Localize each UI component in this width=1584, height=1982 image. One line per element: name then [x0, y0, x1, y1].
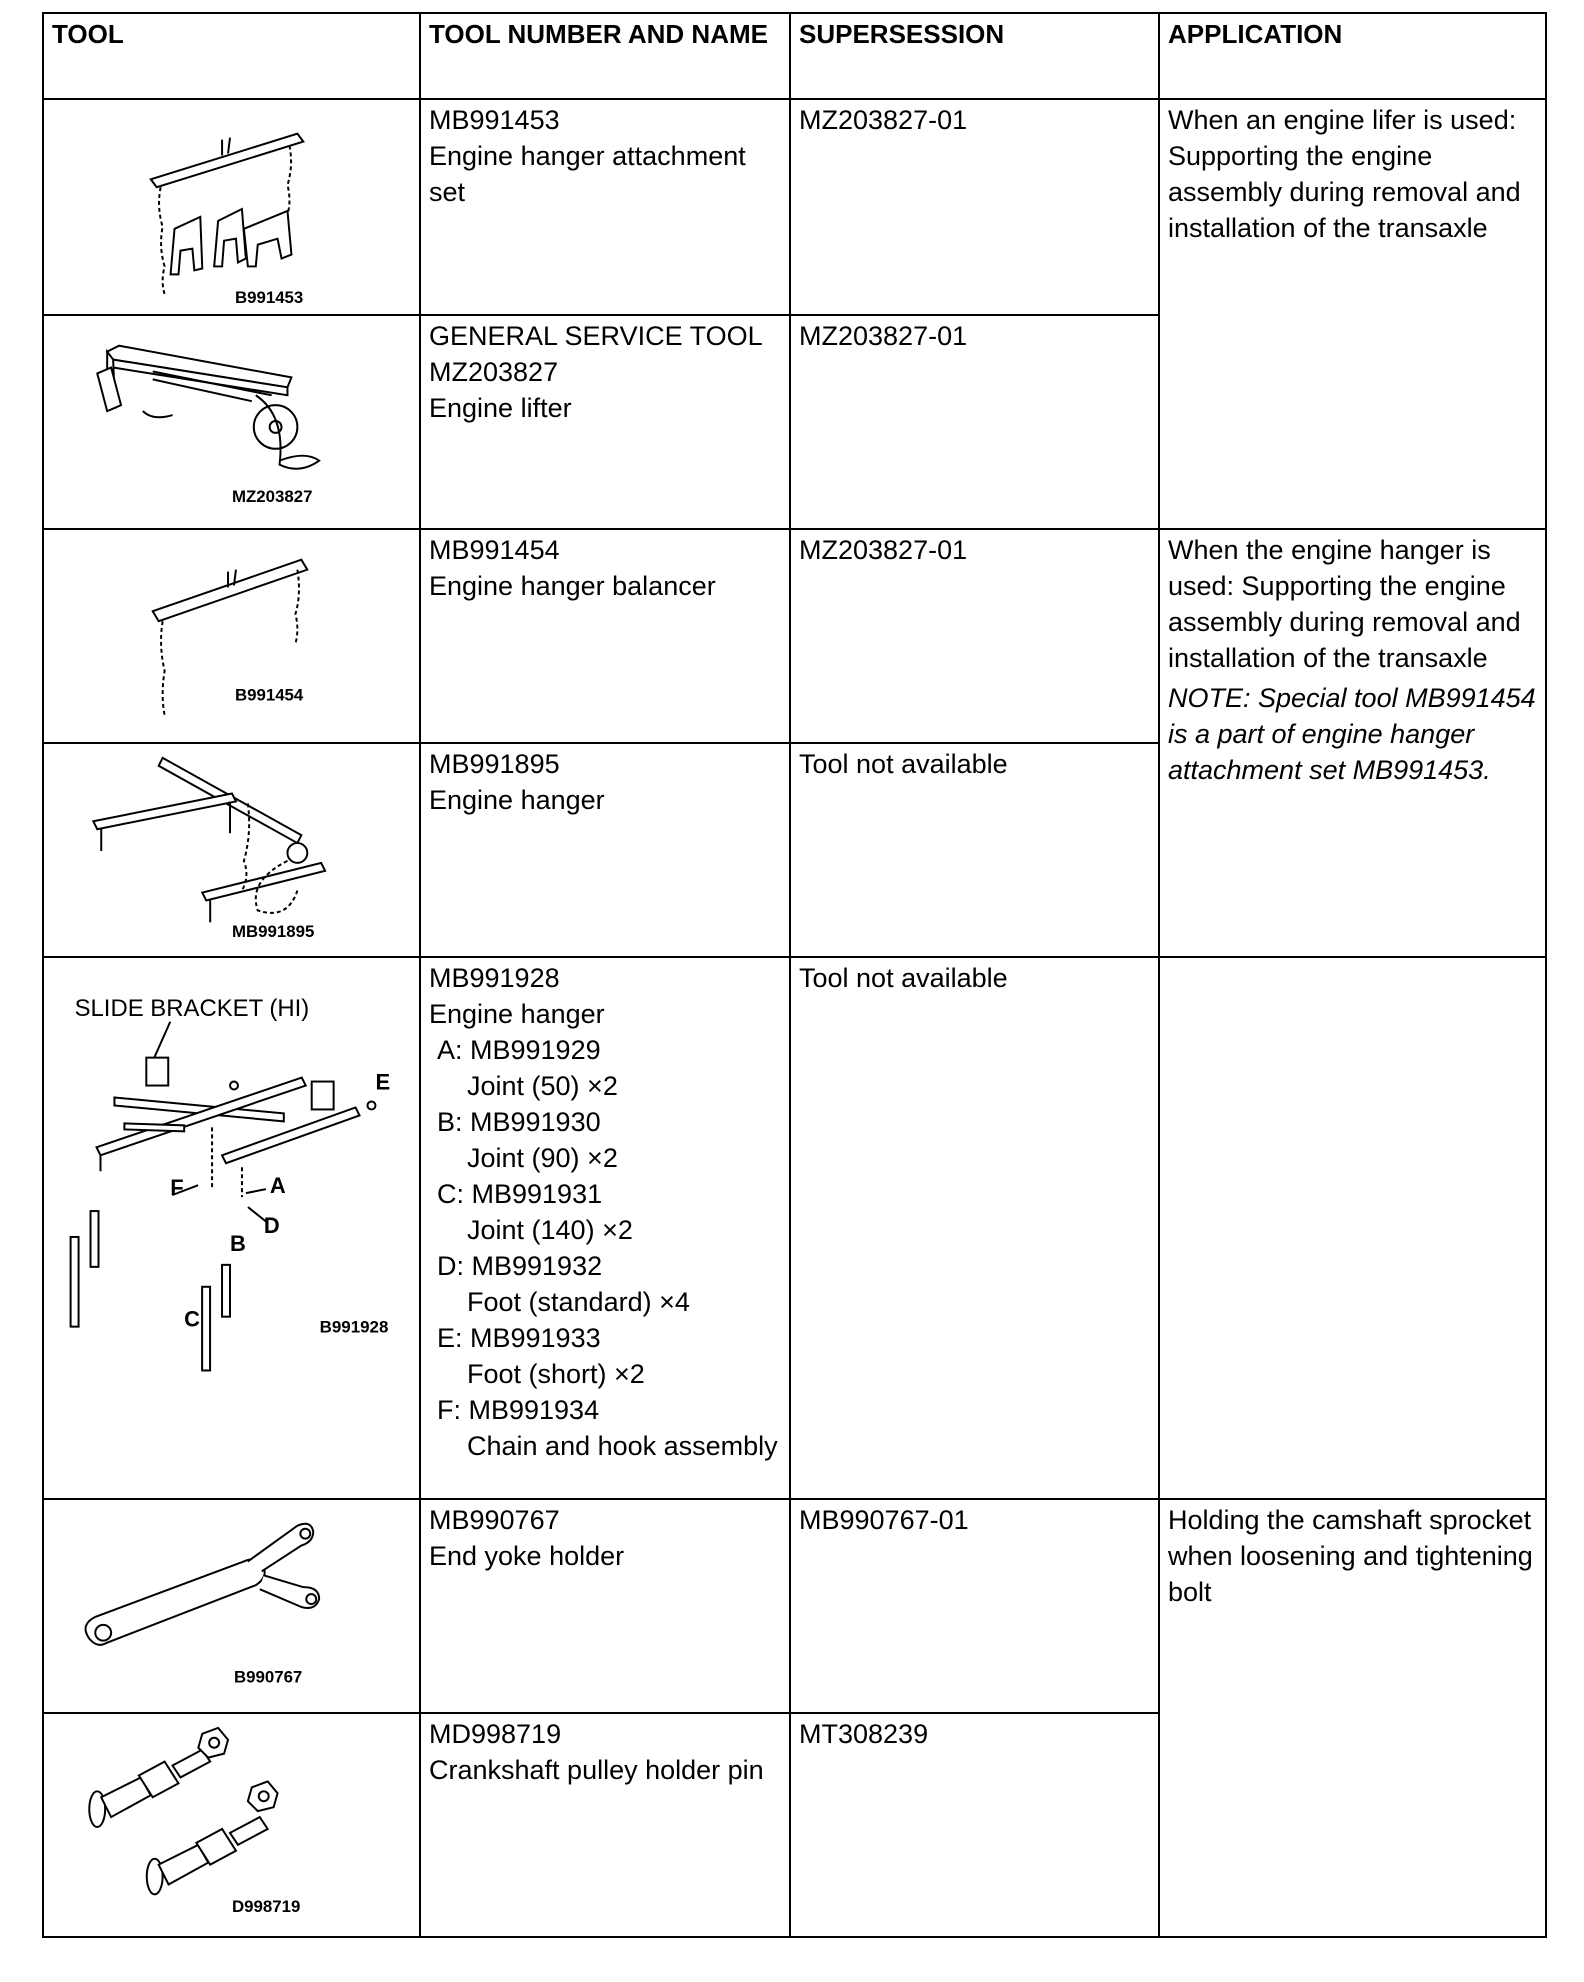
tool-number: MB991453 [429, 105, 560, 135]
tool-number-name-cell [420, 99, 790, 315]
tool-image-cell [43, 1713, 420, 1937]
image-caption: SLIDE BRACKET (HI) [74, 994, 310, 1022]
image-code: D998719 [231, 1897, 301, 1917]
tool-number-name-cell [420, 315, 790, 529]
tool-number: MB991928 [429, 963, 560, 993]
image-code: B990767 [233, 1667, 303, 1687]
header-row [43, 13, 1546, 99]
part-desc: Foot (short) ×2 [467, 1359, 645, 1389]
image-code: MB991895 [231, 922, 315, 942]
header-tool-number-and-name: TOOL NUMBER AND NAME [420, 13, 790, 99]
tool-name: Engine hanger [429, 999, 605, 1029]
engine-hanger-kit-illustration [44, 958, 419, 1498]
tool-number: MD998719 [429, 1719, 562, 1749]
label-d: D [263, 1212, 280, 1238]
supersession-cell: Tool not available [790, 957, 1159, 1499]
part-code: B: MB991930 [437, 1107, 601, 1137]
part-desc: Chain and hook assembly [467, 1431, 778, 1461]
tool-image-cell [43, 743, 420, 957]
supersession-cell: MB990767-01 [790, 1499, 1159, 1713]
tool-prefix: GENERAL SERVICE TOOL [429, 321, 763, 351]
image-code: B991453 [234, 288, 304, 308]
header-tool: TOOL [43, 13, 420, 99]
supersession-cell: MZ203827-01 [790, 529, 1159, 743]
part-code: A: MB991929 [437, 1035, 601, 1065]
table-row [43, 1499, 1546, 1713]
part-code: E: MB991933 [437, 1323, 601, 1353]
tool-name: End yoke holder [429, 1541, 625, 1571]
part-desc: Foot (standard) ×4 [467, 1287, 690, 1317]
supersession-cell: MZ203827-01 [790, 315, 1159, 529]
engine-hanger-attachment-set-illustration [44, 100, 419, 314]
tool-number-name-cell [420, 1499, 790, 1713]
label-a: A [269, 1173, 286, 1199]
tool-number: MB991895 [429, 749, 560, 779]
label-f: F [170, 1175, 184, 1201]
part-desc: Joint (90) ×2 [467, 1143, 618, 1173]
part-code: F: MB991934 [437, 1395, 600, 1425]
tool-image-cell [43, 1499, 420, 1713]
supersession-cell: MT308239 [790, 1713, 1159, 1937]
tool-number: MB991454 [429, 535, 560, 565]
part-desc: Joint (140) ×2 [467, 1215, 633, 1245]
tool-number: MB990767 [429, 1505, 560, 1535]
engine-lifter-illustration [44, 316, 419, 528]
tool-name: Engine hanger [429, 785, 605, 815]
label-e: E [375, 1069, 391, 1095]
header-supersession: SUPERSESSION [790, 13, 1159, 99]
tool-name: Engine hanger balancer [429, 571, 716, 601]
application-note: NOTE: Special tool MB991454 is a part of engine hanger attachment set MB991453. [1168, 683, 1536, 785]
image-code: B991928 [319, 1317, 389, 1337]
tool-number: MZ203827 [429, 357, 559, 387]
tool-name: Engine lifter [429, 393, 572, 423]
table-row [43, 957, 1546, 1499]
tool-image-cell [43, 529, 420, 743]
tool-name: Crankshaft pulley holder pin [429, 1755, 764, 1785]
supersession-cell: MZ203827-01 [790, 99, 1159, 315]
part-code: D: MB991932 [437, 1251, 603, 1281]
label-b: B [230, 1230, 246, 1256]
tool-number-name-cell [420, 957, 790, 1499]
application-text: When the engine hanger is used: Supporting the engine assembly during removal and installation of the transaxle [1168, 535, 1521, 673]
application-cell [1159, 529, 1546, 957]
application-cell: Holding the camshaft sprocket when loosening and tightening bolt [1159, 1499, 1546, 1937]
application-cell-empty [1159, 957, 1546, 1499]
special-tools-table [42, 12, 1547, 1938]
end-yoke-holder-illustration [44, 1500, 419, 1712]
tool-number-name-cell [420, 1713, 790, 1937]
tool-number-name-cell [420, 743, 790, 957]
engine-hanger-balancer-illustration [44, 530, 419, 742]
part-desc: Joint (50) ×2 [467, 1071, 618, 1101]
label-c: C [184, 1306, 201, 1332]
tool-image-cell [43, 99, 420, 315]
crankshaft-pulley-holder-pin-illustration [44, 1714, 419, 1936]
tool-name: Engine hanger attachment set [429, 141, 746, 207]
engine-hanger-illustration [44, 744, 419, 956]
supersession-cell: Tool not available [790, 743, 1159, 957]
tool-image-cell [43, 957, 420, 1499]
image-code: B991454 [234, 685, 304, 705]
table-row [43, 99, 1546, 315]
tool-number-name-cell [420, 529, 790, 743]
header-application: APPLICATION [1159, 13, 1546, 99]
part-code: C: MB991931 [437, 1179, 603, 1209]
tool-image-cell [43, 315, 420, 529]
application-cell: When an engine lifer is used: Supporting the engine assembly during removal and installation of the transaxle [1159, 99, 1546, 529]
table-row [43, 529, 1546, 743]
image-code: MZ203827 [231, 487, 313, 507]
